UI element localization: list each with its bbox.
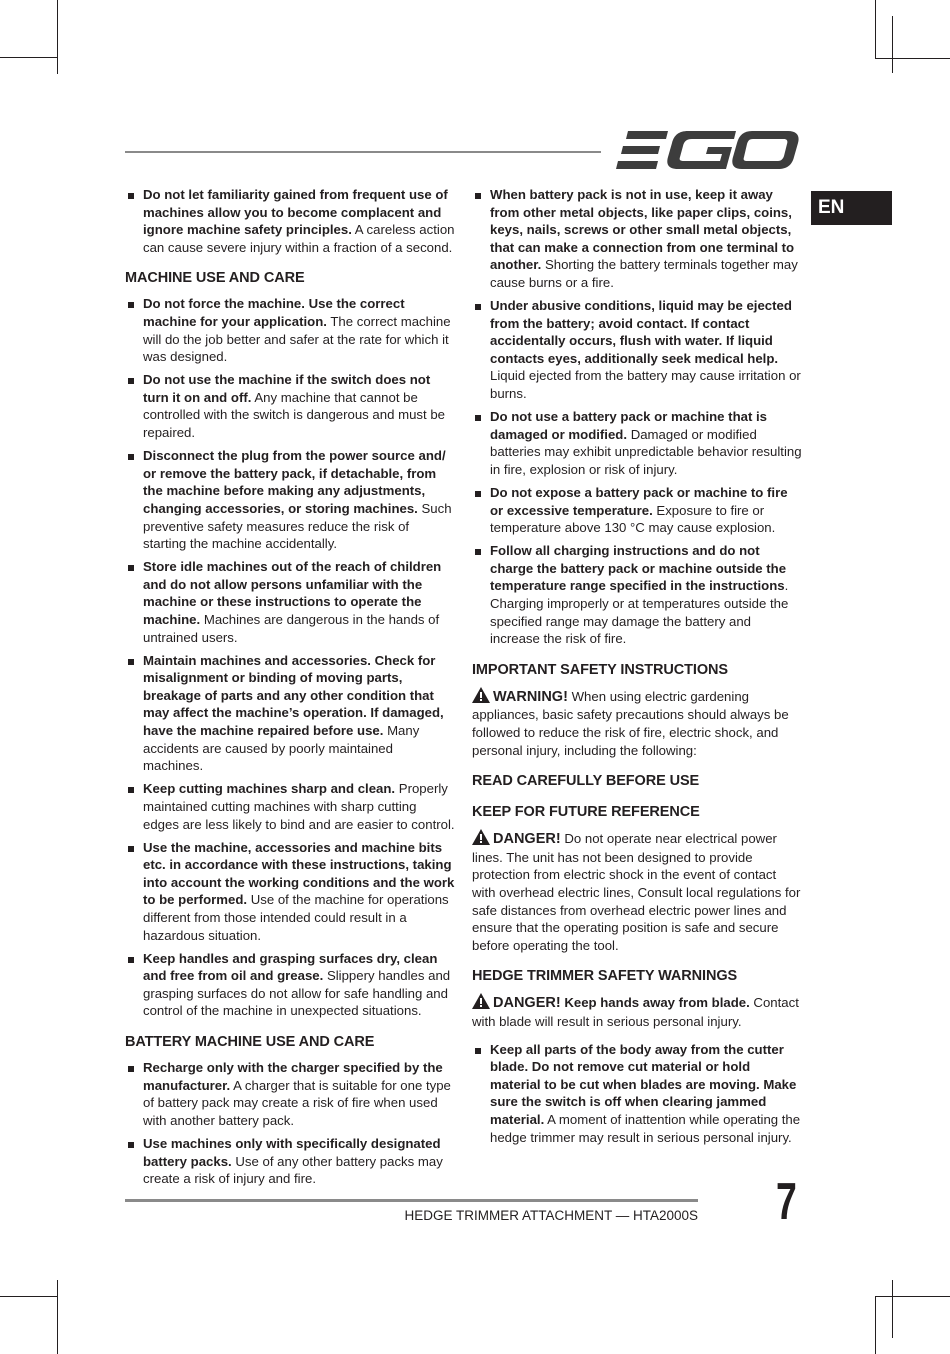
bullet-text: Damaged or modified batteries may exhibit unpredictable behavior resulting in fire, explosion or risk of injury. xyxy=(490,426,802,477)
bullet-bold-text: Do not let familiarity gained from frequent use of machines allow you to become complacent and ignore machine safety principles. xyxy=(143,187,448,238)
bullet-text: Many accidents are caused by poorly maintained machines. xyxy=(143,723,420,774)
danger-paragraph xyxy=(472,829,802,954)
bullet-bold-text: Do not force the machine. Use the correct machine for your application. xyxy=(143,296,405,329)
crop-mark xyxy=(57,0,58,74)
bullet-text: Use of any other battery packs may create a risk of injury and fire. xyxy=(143,1153,443,1187)
bullet-bold-text: Recharge only with the charger specified by the manufacturer. xyxy=(143,1060,443,1093)
bullet-bold-text: Do not use the machine if the switch does not turn it on and off. xyxy=(143,372,431,405)
bullet-text: Use of the machine for operations different from those intended could result in a hazardous situation. xyxy=(143,892,449,943)
danger-word: DANGER! xyxy=(493,995,561,1012)
bullet-bold-text: Keep handles and grasping surfaces dry, clean and free from oil and grease. xyxy=(143,950,438,984)
list-item xyxy=(125,950,455,1020)
list-item xyxy=(125,295,455,365)
warning-triangle-icon xyxy=(472,829,490,845)
bullet-text: Machines are dangerous in the hands of untrained users. xyxy=(143,611,440,645)
bullet-text: Exposure to fire or temperature above 130 °C may cause explosion. xyxy=(490,502,776,536)
bullet-text: . Charging improperly or at temperatures outside the specified range may damage the battery and increase the risk of fire. xyxy=(490,578,789,647)
bullet-text: The correct machine will do the job better and safer at the rate for which it was designed. xyxy=(143,313,451,365)
footer-rule xyxy=(125,1199,698,1202)
bullet-text: A careless action can cause severe injury within a fraction of a second. xyxy=(143,222,455,255)
right-column xyxy=(472,186,802,1152)
list-item xyxy=(125,652,455,775)
crop-mark xyxy=(875,0,876,59)
section-heading-read: READ CAREFULLY BEFORE USE xyxy=(472,773,700,790)
warning-triangle-icon xyxy=(472,993,490,1009)
list-item xyxy=(472,542,802,648)
section-heading-important: IMPORTANT SAFETY INSTRUCTIONS xyxy=(472,661,728,678)
warning-word: WARNING! xyxy=(493,688,568,705)
list-item xyxy=(125,186,455,256)
list-item xyxy=(125,780,455,833)
bullet-bold-text: Follow all charging instructions and do not charge the battery pack or machine outside the temperature range specified in the instructions xyxy=(490,543,787,594)
danger-bold-text: Keep hands away from blade. xyxy=(560,995,750,1011)
warning-paragraph xyxy=(472,687,802,759)
bullet-bold-text: Keep all parts of the body away from the cutter blade. Do not remove cut material or hold material to be cut when blades are moving. Make sure the switch is off when clearing jammed material. xyxy=(490,1041,797,1127)
section-heading-battery: BATTERY MACHINE USE AND CARE xyxy=(125,1034,375,1051)
danger-text: Contact with blade will result in serious personal injury. xyxy=(472,995,799,1029)
bullet-bold-text: Do not expose a battery pack or machine to fire or excessive temperature. xyxy=(490,485,788,518)
bullet-text: Liquid ejected from the battery may cause irritation or burns. xyxy=(490,368,801,402)
warning-text: When using electric gardening appliances, basic safety precautions should always be followed to reduce the risk of fire, electric shock, and personal injury, including the following: xyxy=(472,688,789,758)
list-item xyxy=(472,186,802,292)
left-column xyxy=(125,186,455,1193)
list-item xyxy=(125,371,455,441)
crop-mark xyxy=(892,16,893,73)
list-item xyxy=(125,1059,455,1129)
bullet-text: Such preventive safety measures reduce the risk of starting the machine accidentally. xyxy=(143,500,452,552)
list-item xyxy=(125,839,455,945)
crop-mark xyxy=(875,1296,876,1354)
crop-mark xyxy=(0,57,57,58)
crop-mark xyxy=(875,58,950,59)
crop-mark xyxy=(0,1296,57,1297)
footer-title: HEDGE TRIMMER ATTACHMENT — HTA2000S xyxy=(404,1208,698,1223)
bullet-bold-text: When battery pack is not in use, keep it away from other metal objects, like paper clips, coins, keys, nails, screws or other small metal objects, that can make a connection from one terminal to another. xyxy=(490,187,795,273)
crop-mark xyxy=(892,1280,893,1338)
danger-word: DANGER! xyxy=(493,831,561,848)
bullet-bold-text: Keep cutting machines sharp and clean. xyxy=(143,781,396,797)
bullet-bold-text: Maintain machines and accessories. Check for misalignment or binding of moving parts, breakage of parts and any other condition that may affect the machine’s operation. If damaged, have the machine repaired before use. xyxy=(143,652,444,739)
section-heading-hedge: HEDGE TRIMMER SAFETY WARNINGS xyxy=(472,968,738,985)
crop-mark xyxy=(57,1280,58,1354)
ego-logo xyxy=(616,129,800,171)
bullet-text: A charger that is suitable for one type of battery pack may create a risk of fire when used with another battery pack. xyxy=(143,1077,451,1128)
danger-paragraph xyxy=(472,993,802,1030)
language-tab: EN xyxy=(811,191,892,225)
bullet-text: Properly maintained cutting machines with sharp cutting edges are less likely to bind and are easier to control. xyxy=(143,781,455,832)
bullet-bold-text: Use machines only with specifically designated battery packs. xyxy=(143,1135,441,1169)
list-item xyxy=(125,558,455,646)
bullet-bold-text: Do not use a battery pack or machine that is damaged or modified. xyxy=(490,409,768,442)
list-item xyxy=(472,484,802,537)
crop-mark xyxy=(875,1296,950,1297)
bullet-text: Shorting the battery terminals together may cause burns or a fire. xyxy=(490,257,798,290)
list-item xyxy=(472,297,802,403)
list-item xyxy=(125,447,455,553)
bullet-text: Any machine that cannot be controlled with the switch is dangerous and must be repaired. xyxy=(143,389,446,441)
list-item xyxy=(472,1041,802,1147)
list-item xyxy=(125,1135,455,1188)
bullet-text: A moment of inattention while operating the hedge trimmer may result in serious personal injury. xyxy=(490,1111,801,1145)
warning-triangle-icon xyxy=(472,687,490,703)
bullet-bold-text: Store idle machines out of the reach of children and do not allow persons unfamiliar with the machine or these instructions to operate the machine. xyxy=(143,559,442,627)
bullet-text: Slippery handles and grasping surfaces do not allow for safe handling and control of the machine in unexpected situations. xyxy=(143,968,451,1019)
list-item xyxy=(472,408,802,478)
bullet-bold-text: Under abusive conditions, liquid may be ejected from the battery; avoid contact. If contact accidentally occurs, flush with water. If liquid contacts eyes, additionally seek medical help. xyxy=(490,298,792,366)
section-heading-machine-use: MACHINE USE AND CARE xyxy=(125,270,305,287)
header-rule xyxy=(125,151,601,153)
bullet-bold-text: Use the machine, accessories and machine bits etc. in accordance with these instructions, taking into account the working conditions and the work to be performed. xyxy=(143,839,455,908)
danger-text: Do not operate near electrical power lines. The unit has not been designed to provide protection from electric shock in the event of contact with overhead electric lines, Consult local regulations for safe distances from overhead electric power lines and ensure that the operating position is safe and secure before operating the tool. xyxy=(472,831,801,953)
section-heading-keep: KEEP FOR FUTURE REFERENCE xyxy=(472,804,700,821)
bullet-bold-text: Disconnect the plug from the power source and/ or remove the battery pack, if detachable, from the machine before making any adjustments, changing accessories, or storing machines. xyxy=(143,448,446,516)
page-number: 7 xyxy=(776,1173,797,1231)
